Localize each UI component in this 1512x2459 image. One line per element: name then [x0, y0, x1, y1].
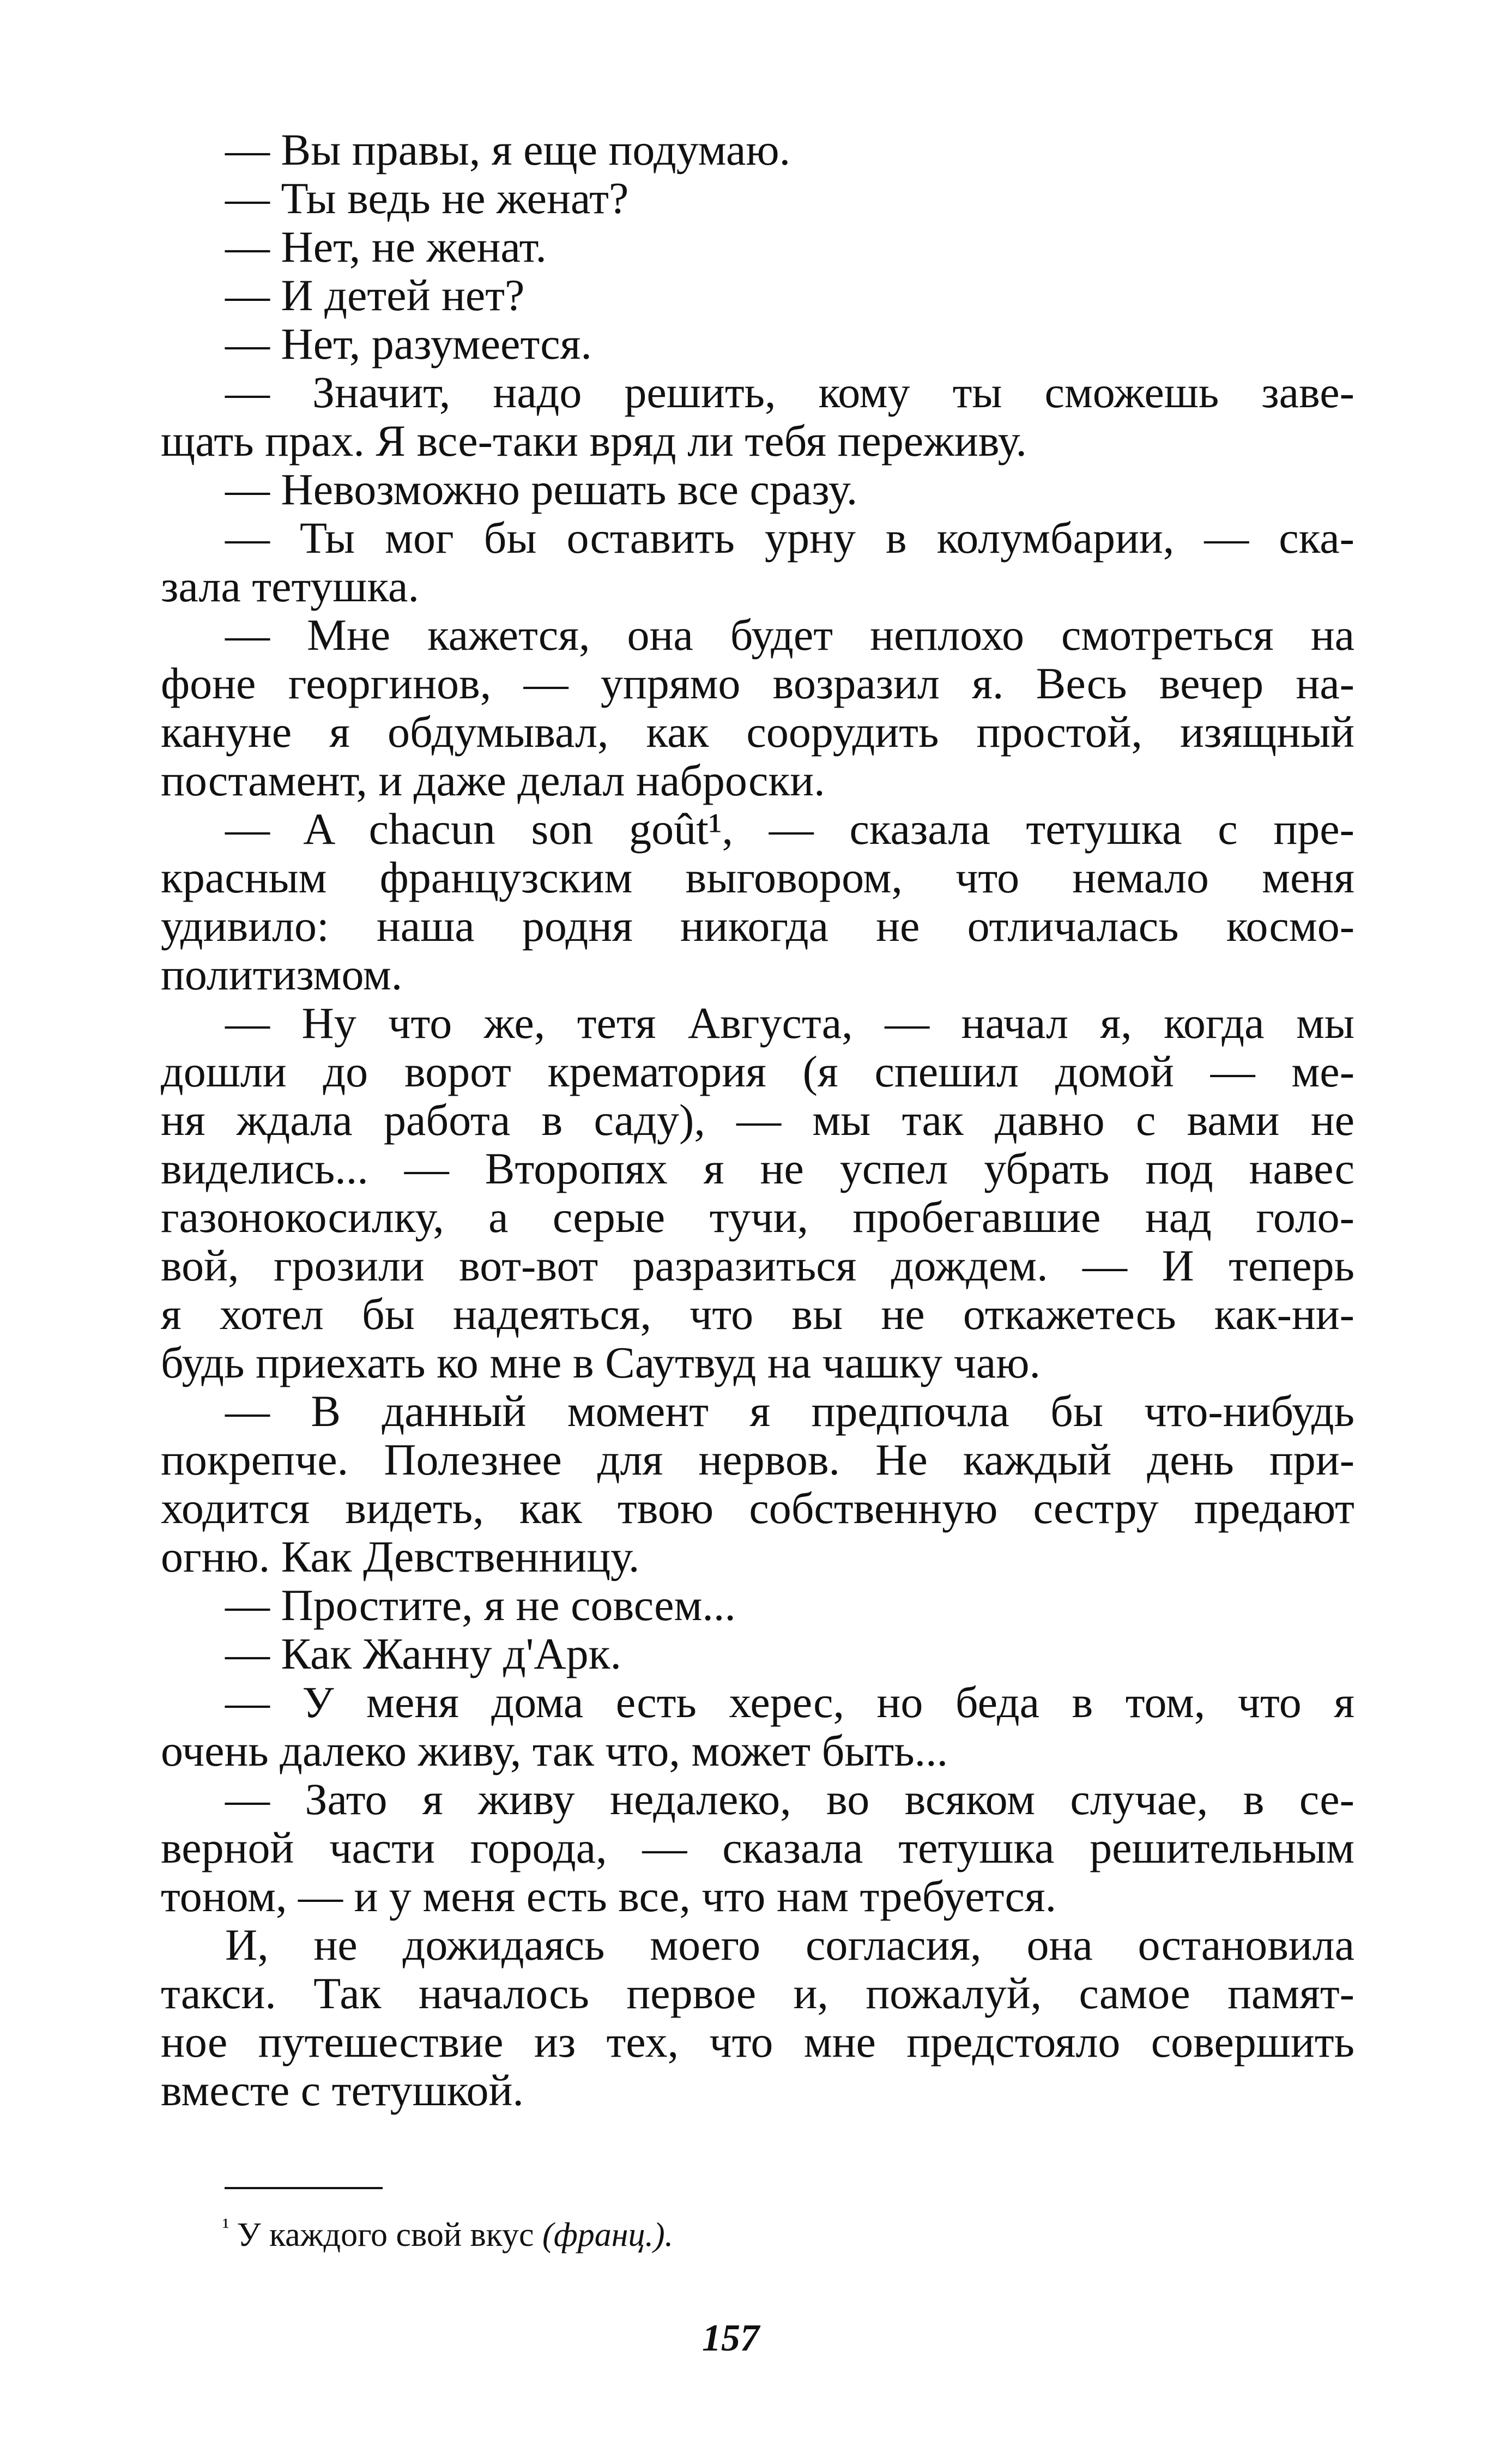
- text-line: верной части города, — сказала тетушка решительным: [161, 1823, 1354, 1872]
- footnote-divider: [225, 2187, 383, 2189]
- text-line: ное путешествие из тех, что мне предстояло совершить: [161, 2017, 1354, 2067]
- text-line: очень далеко живу, так что, может быть...: [161, 1726, 948, 1775]
- text-line: — Ну что же, тетя Августа, — начал я, когда мы: [225, 998, 1354, 1048]
- text-line: политизмом.: [161, 950, 403, 999]
- text-line: — Значит, надо решить, кому ты сможешь заве-: [225, 367, 1354, 417]
- text-line: дошли до ворот крематория (я спешил домой — ме-: [161, 1047, 1354, 1096]
- page-number: 157: [702, 2317, 759, 2359]
- text-line: такси. Так началось первое и, пожалуй, самое памят-: [161, 1968, 1354, 2018]
- text-line: огню. Как Девственницу.: [161, 1532, 640, 1581]
- text-line: будь приехать ко мне в Саутвуд на чашку чаю.: [161, 1338, 1041, 1387]
- footnote: [222, 2213, 673, 2257]
- text-line: вой, грозили вот-вот разразиться дождем. — И теперь: [161, 1241, 1354, 1290]
- text-line: — Зато я живу недалеко, во всяком случае, в се-: [225, 1774, 1354, 1824]
- text-line: — A chacun son goût¹, — сказала тетушка с пре-: [225, 804, 1354, 854]
- text-line: щать прах. Я все-таки вряд ли тебя переживу.: [161, 416, 1027, 466]
- text-line: И, не дожидаясь моего согласия, она остановила: [225, 1920, 1354, 1969]
- text-line: ходится видеть, как твою собственную сестру предают: [161, 1483, 1354, 1533]
- text-line: ня ждала работа в саду), — мы так давно с вами не: [161, 1095, 1354, 1145]
- text-line: — Нет, не женат.: [225, 222, 547, 271]
- text-line: — И детей нет?: [225, 270, 525, 320]
- body-text: [161, 125, 1354, 2114]
- text-line: — Ты мог бы оставить урну в колумбарии, — ска-: [225, 513, 1354, 563]
- text-line: — Нет, разумеется.: [225, 319, 592, 368]
- text-line: зала тетушка.: [161, 561, 419, 611]
- text-line: — Как Жанну д'Арк.: [225, 1629, 621, 1678]
- text-line: — У меня дома есть херес, но беда в том, что я: [225, 1677, 1354, 1727]
- text-line: удивило: наша родня никогда не отличалась космо-: [161, 901, 1354, 951]
- text-line: — В данный момент я предпочла бы что-нибудь: [225, 1386, 1354, 1436]
- text-line: — Ты ведь не женат?: [225, 173, 629, 223]
- text-line: вместе с тетушкой.: [161, 2065, 524, 2115]
- text-line: тоном, — и у меня есть все, что нам требуется.: [161, 1871, 1057, 1921]
- text-line: я хотел бы надеяться, что вы не откажетесь как-ни-: [161, 1289, 1354, 1339]
- text-line: фоне георгинов, — упрямо возразил я. Весь вечер на-: [161, 658, 1354, 708]
- text-line: — Вы правы, я еще подумаю.: [225, 125, 791, 174]
- footnote-marker: ¹: [222, 2214, 229, 2240]
- text-line: — Простите, я не совсем...: [225, 1580, 736, 1630]
- text-line: кануне я обдумывал, как соорудить простой, изящный: [161, 707, 1354, 757]
- text-line: виделись... — Второпях я не успел убрать под навес: [161, 1144, 1354, 1193]
- text-line: покрепче. Полезнее для нервов. Не каждый день при-: [161, 1435, 1354, 1484]
- text-line: газонокосилку, а серые тучи, пробегавшие над голо-: [161, 1192, 1354, 1242]
- text-line: красным французским выговором, что немало меня: [161, 853, 1354, 902]
- footnote-text: У каждого свой вкус: [237, 2216, 543, 2253]
- text-line: постамент, и даже делал наброски.: [161, 756, 825, 805]
- text-line: — Невозможно решать все сразу.: [225, 464, 858, 514]
- footnote-source: (франц.).: [542, 2216, 674, 2253]
- text-line: — Мне кажется, она будет неплохо смотреться на: [225, 610, 1354, 660]
